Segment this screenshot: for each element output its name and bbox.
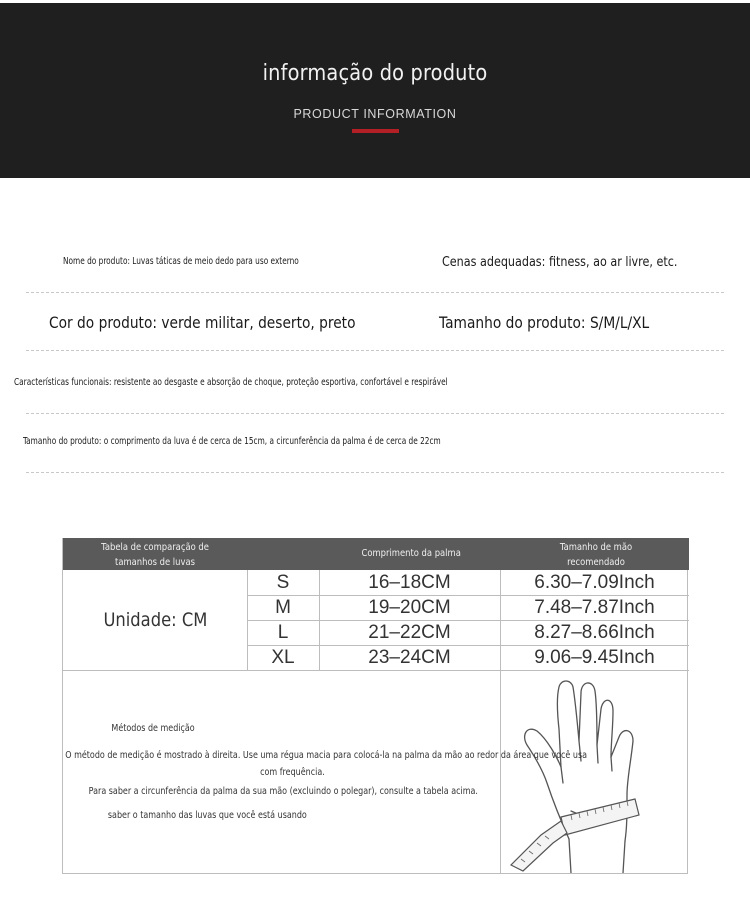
row-hand-size: 9.06–9.45Inch bbox=[534, 647, 655, 668]
divider bbox=[26, 413, 724, 414]
page-title: informação do produto bbox=[262, 61, 488, 86]
header-col-palm-length: Comprimento da palma bbox=[361, 548, 461, 559]
row-hand-size: 6.30–7.09Inch bbox=[534, 572, 655, 593]
info-features: Características funcionais: resistente ao desgaste e absorção de choque, proteção esportiva, confortável e respirável bbox=[14, 377, 448, 388]
info-dimensions: Tamanho do produto: o comprimento da luva é de cerca de 15cm, a circunferência da palma é de cerca de 22cm bbox=[23, 436, 441, 447]
size-comparison-table bbox=[62, 538, 688, 874]
info-scenes: Cenas adequadas: fitness, ao ar livre, etc. bbox=[442, 255, 678, 270]
divider bbox=[26, 350, 724, 351]
unit-label: Unidade: CM bbox=[103, 609, 207, 631]
header-col-recommended-hand: Tamanho de mão recomendado bbox=[559, 542, 633, 568]
row-palm-length: 23–24CM bbox=[368, 647, 451, 668]
row-size: L bbox=[277, 622, 289, 643]
row-palm-length: 19–20CM bbox=[368, 597, 451, 618]
info-size: Tamanho do produto: S/M/L/XL bbox=[439, 313, 650, 332]
measurement-line-1: O método de medição é mostrado à direita. Use uma régua macia para colocá-la na palma da mão ao redor da área que você usa bbox=[65, 750, 588, 761]
row-size: XL bbox=[271, 647, 295, 668]
divider bbox=[26, 472, 724, 473]
info-color: Cor do produto: verde militar, deserto, preto bbox=[49, 313, 356, 332]
row-palm-length: 16–18CM bbox=[368, 572, 451, 593]
header-banner bbox=[0, 3, 750, 178]
divider bbox=[26, 292, 724, 293]
measurement-line-3: Para saber a circunferência da palma da sua mão (excluindo o polegar), consulte a tabela acima. bbox=[88, 786, 478, 797]
measurement-line-4: saber o tamanho das luvas que você está usando bbox=[107, 810, 307, 821]
row-size: S bbox=[276, 572, 290, 593]
measurement-line-2: com frequência. bbox=[259, 767, 325, 778]
title-accent-bar bbox=[352, 129, 399, 133]
header-col-table-title: Tabela de comparação de tamanhos de luvas bbox=[101, 542, 209, 568]
info-product-name: Nome do produto: Luvas táticas de meio dedo para uso externo bbox=[63, 256, 299, 267]
row-palm-length: 21–22CM bbox=[368, 622, 451, 643]
row-size: M bbox=[275, 597, 291, 618]
measurement-title: Métodos de medição bbox=[111, 723, 195, 734]
page-subtitle: PRODUCT INFORMATION bbox=[293, 107, 457, 121]
table-header bbox=[63, 538, 689, 570]
row-hand-size: 8.27–8.66Inch bbox=[534, 622, 655, 643]
row-hand-size: 7.48–7.87Inch bbox=[534, 597, 655, 618]
